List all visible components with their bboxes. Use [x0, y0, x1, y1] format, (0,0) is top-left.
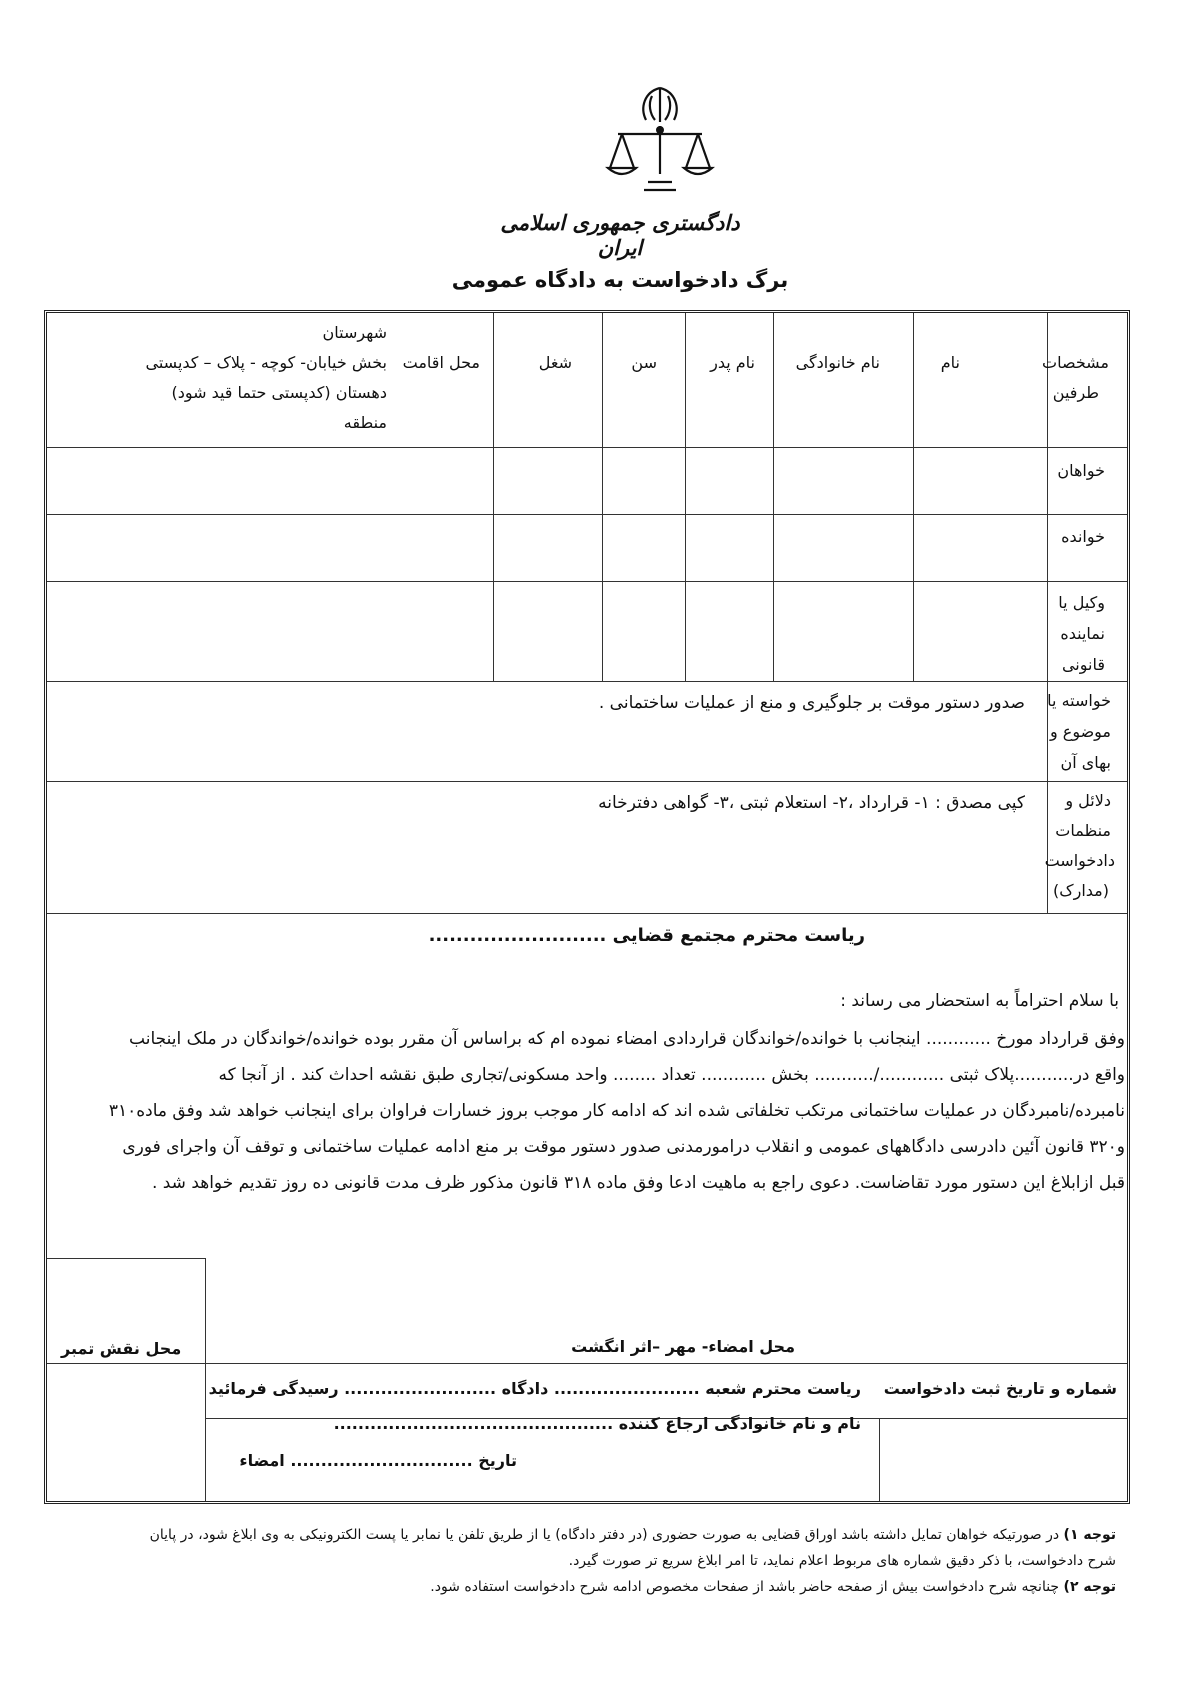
letter-line-1: وفق قرارداد مورخ ............ اینجانب با خوانده/خواندگان قراردادی امضاء نموده ام که براساس آن مقرر بوده خوانده/خواندگان در ملک اینجانب [129, 1029, 1125, 1049]
letter-greeting: با سلام احتراماً به استحضار می رساند : [840, 991, 1119, 1011]
referral-line-2: نام و نام خانوادگی ارجاع کننده .............................................. [333, 1414, 861, 1433]
header-first-name: نام [940, 353, 960, 372]
claim-value: صدور دستور موقت بر جلوگیری و منع از عملیات ساختمانی . [598, 693, 1025, 713]
header-last-name: نام خانوادگی [795, 353, 880, 372]
evidence-label-3: دادخواست [1044, 851, 1115, 870]
judiciary-emblem-icon [600, 82, 720, 202]
letter-addressee: ریاست محترم مجتمع قضایی .......................... [428, 925, 865, 946]
header-residence: محل اقامت [402, 353, 480, 372]
residence-line-3: دهستان (کدپستی حتما قید شود) [171, 383, 387, 402]
note1-line1: در صورتیکه خواهان تمایل داشته باشد اوراق قضایی به صورت حضوری (در دفتر دادگاه) یا از طریق تلفن یا نمابر یا پست الکترونیکی به وی ابلاغ شود، در پایان [149, 1527, 1064, 1543]
footnotes [88, 1522, 1116, 1600]
stamp-place-label: محل نقش تمبر [61, 1339, 182, 1358]
header-parties-1: مشخصات [1042, 353, 1109, 372]
letter-line-4: و۳۲۰ قانون آئین دادرسی دادگاههای عمومی و انقلاب درامورمدنی صدور دستور موقت بر منع ادامه عملیات ساختمانی و توقف آن واجرای فوری [122, 1137, 1125, 1157]
residence-line-2: بخش خیابان- کوچه - پلاک – کدپستی [145, 353, 387, 372]
note2-text: چنانچه شرح دادخواست بیش از صفحه حاضر باشد از صفحات مخصوص ادامه شرح دادخواست استفاده شود. [430, 1579, 1064, 1595]
letter-line-3: نامبرده/نامبردگان در عملیات ساختمانی مرتکب تخلفاتی شده اند که ادامه کار موجب بروز خسارات فراوان برای اینجانب خواهد شد وفق ماده۳۱۰ [108, 1101, 1125, 1121]
row-attorney-3: قانونی [1061, 655, 1105, 674]
note1-line2: شرح دادخواست، با ذکر دقیق شماره های مربوط اعلام نماید، تا امر ابلاغ سریع تر صورت گیرد. [568, 1553, 1116, 1569]
residence-line-4: منطقه [343, 413, 387, 432]
letter-line-5: قبل ازابلاغ این دستور مورد تقاضاست. دعوی راجع به ماهیت ادعا وفق ماده ۳۱۸ قانون مذکور ظرف مدت قانونی ده روز تقدیم خواهد شد . [151, 1173, 1125, 1193]
evidence-value: کپی مصدق : ۱- قرارداد ،۲- استعلام ثبتی ،۳- گواهی دفترخانه [598, 793, 1025, 813]
residence-line-1: شهرستان [322, 323, 387, 342]
row-plaintiff: خواهان [1057, 461, 1105, 480]
row-defendant: خوانده [1061, 527, 1105, 546]
referral-line-1: ریاست محترم شعبه ........................ دادگاه ......................... رسیدگی فرمائید [208, 1379, 861, 1398]
claim-label-1: خواسته یا [1047, 691, 1111, 710]
evidence-label-4: (مدارک) [1053, 881, 1109, 900]
registration-label: شماره و تاریخ ثبت دادخواست [883, 1379, 1117, 1398]
note2-title: توجه ۲) [1063, 1579, 1116, 1595]
letter-body [61, 1021, 1125, 1201]
form-title: برگ دادخواست به دادگاه عمومی [451, 268, 789, 292]
evidence-label-1: دلائل و [1065, 791, 1111, 810]
claim-label-2: موضوع و [1049, 722, 1111, 741]
claim-label-3: بهای آن [1060, 753, 1111, 772]
header-age: سن [631, 353, 657, 372]
petition-form [44, 310, 1130, 1504]
signature-place-label: محل امضاء- مهر –اثر انگشت [571, 1337, 795, 1356]
evidence-label-2: منظمات [1055, 821, 1111, 840]
note1-title: توجه ۱) [1063, 1527, 1116, 1543]
row-attorney-2: نماینده [1060, 624, 1105, 643]
letter-line-2: واقع در...........پلاک ثبتی ............/........... بخش ............ تعداد ........ واحد مسکونی/تجاری طبق نقشه احداث کند . از آنجا که [218, 1065, 1125, 1085]
organization-name: دادگستری جمهوری اسلامی ایران [500, 210, 740, 260]
date-signature-line: تاریخ .............................. امضاء [239, 1451, 517, 1470]
header-job: شغل [538, 353, 572, 372]
row-attorney-1: وکیل یا [1058, 593, 1105, 612]
header-parties-2: طرفین [1052, 383, 1099, 402]
header-father-name: نام پدر [710, 353, 755, 372]
